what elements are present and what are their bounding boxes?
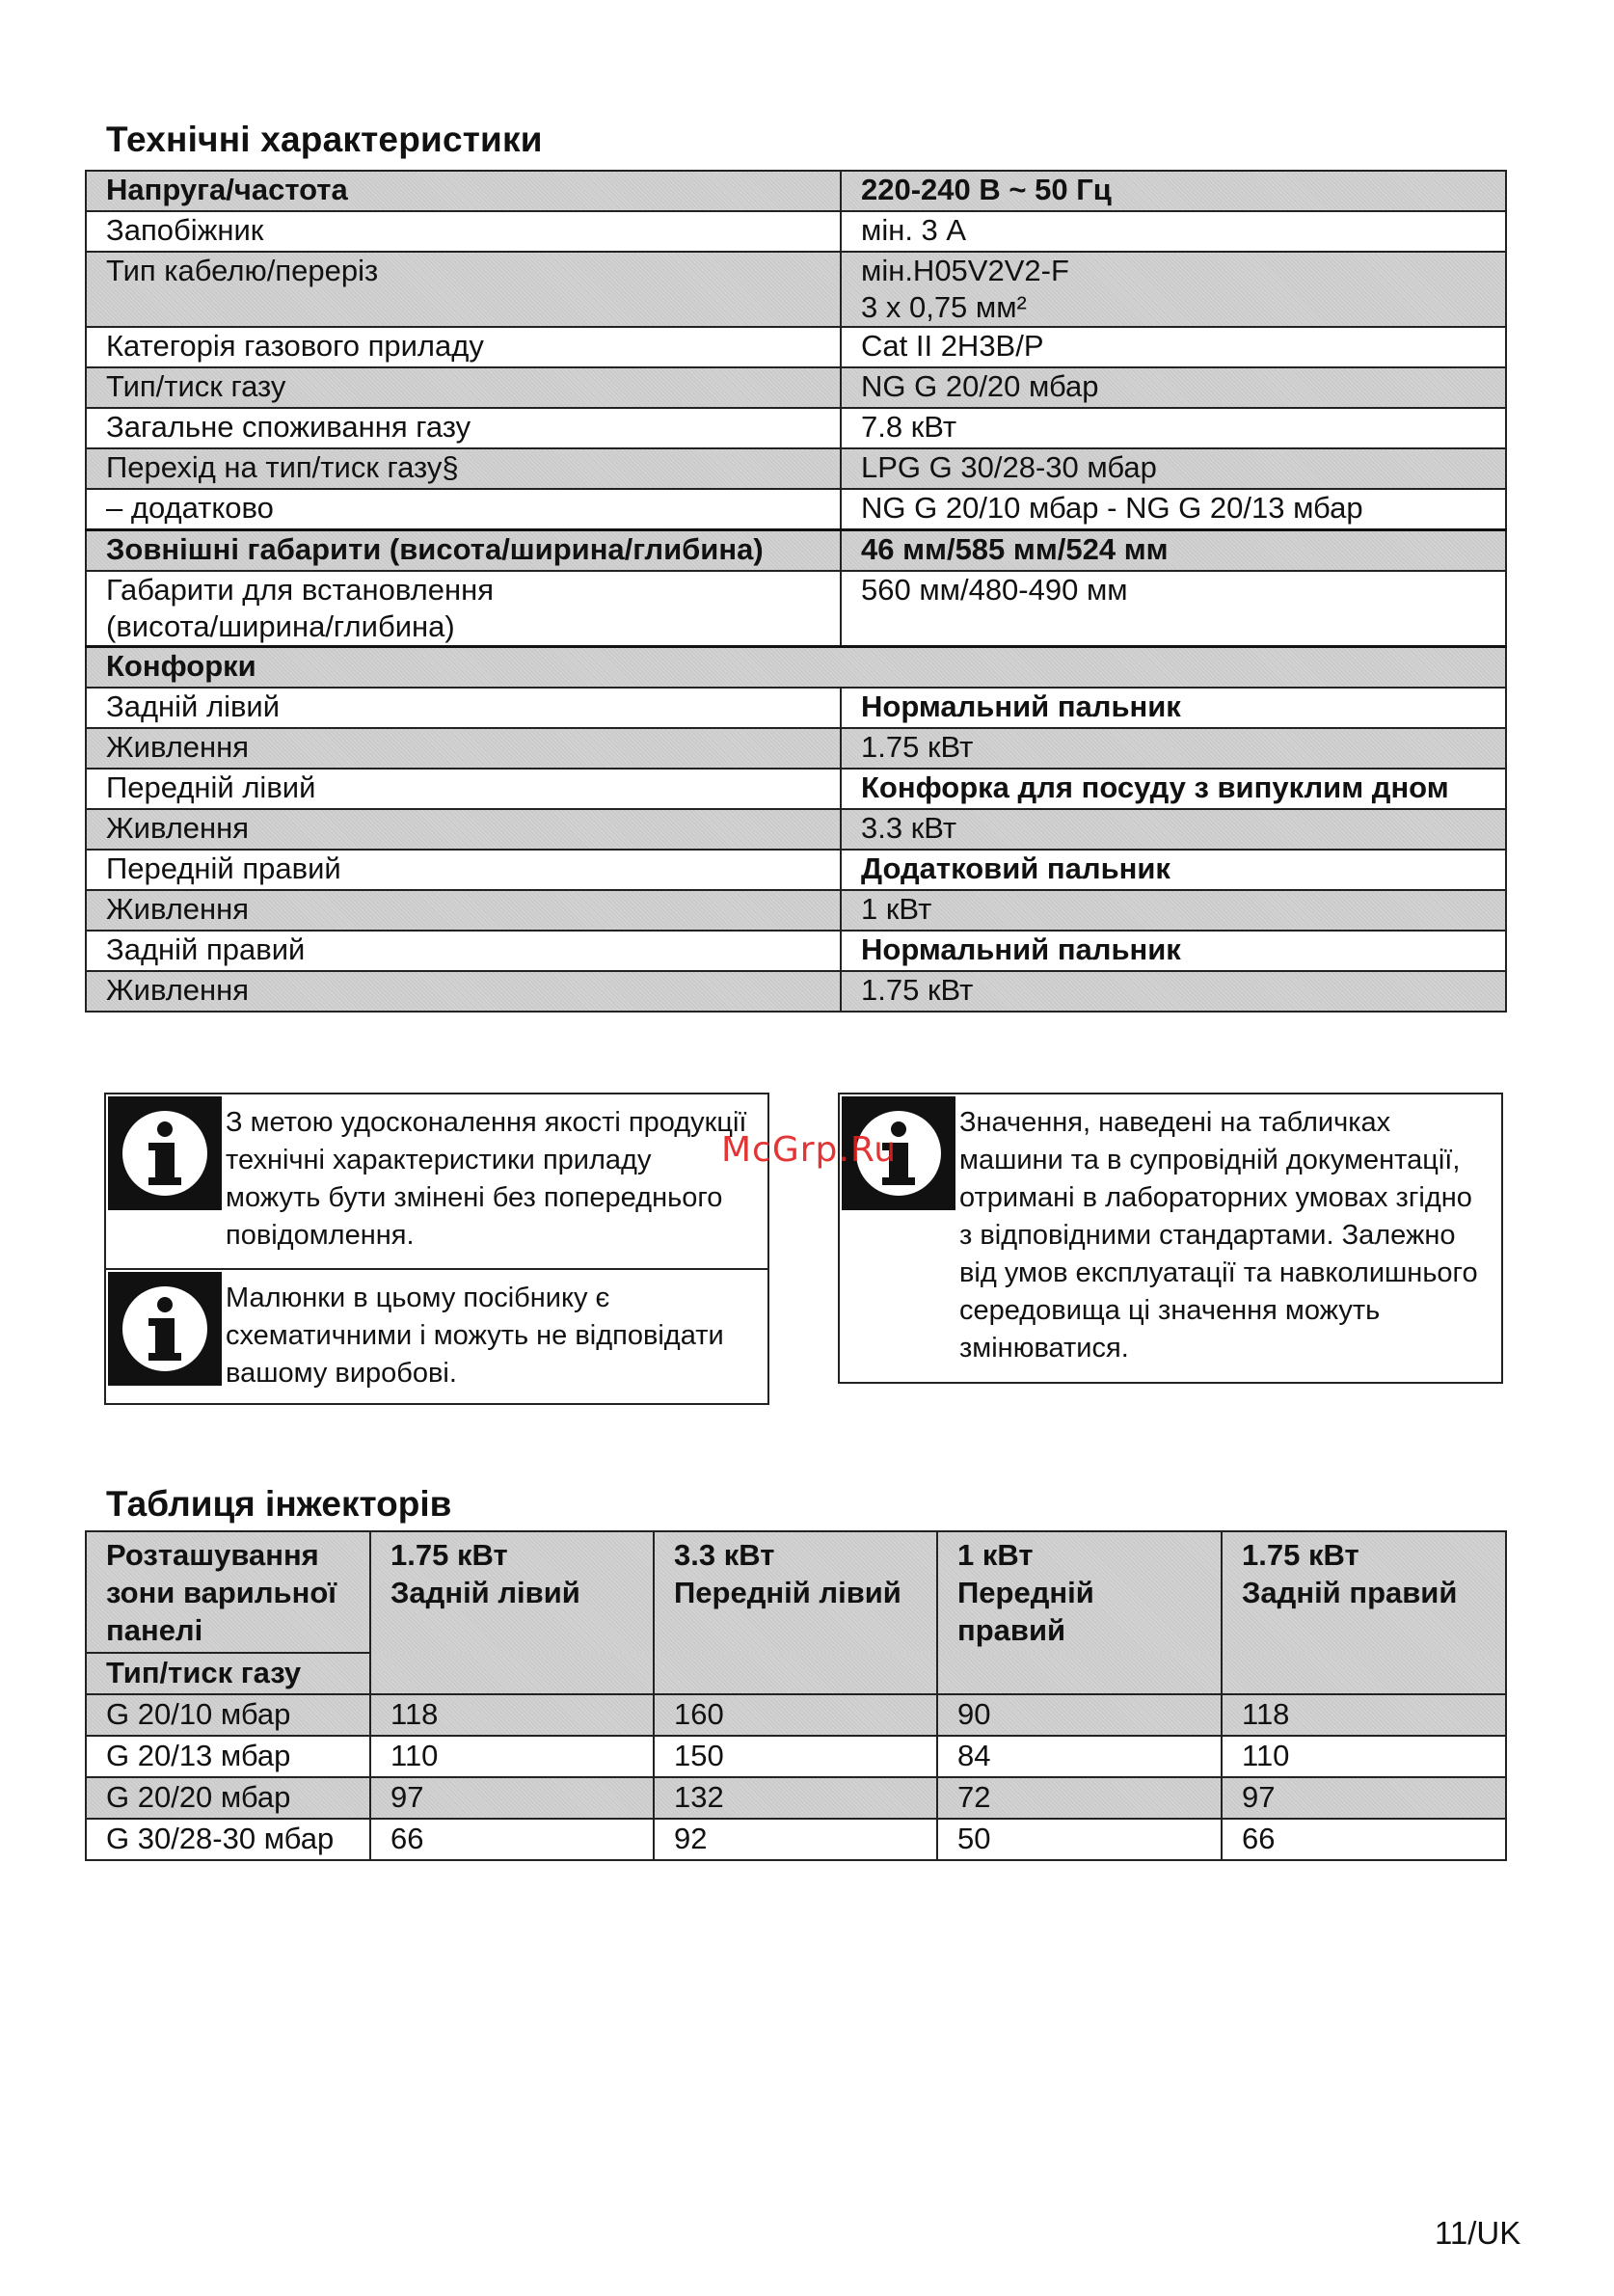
injector-value: 97	[370, 1777, 654, 1819]
injector-value: 118	[1222, 1694, 1506, 1736]
spec-value-line: мін.H05V2V2-F	[861, 254, 1069, 287]
burner-position: Передній лівий	[674, 1576, 901, 1609]
injector-value: 110	[1222, 1736, 1506, 1777]
spec-value: 46 мм/585 мм/524 мм	[841, 530, 1506, 572]
injector-value: 50	[937, 1819, 1222, 1860]
table-row	[86, 850, 1506, 890]
table-row	[86, 931, 1506, 971]
spec-value: 560 мм/480-490 мм	[841, 571, 1506, 647]
injector-value: 66	[1222, 1819, 1506, 1860]
spec-value	[841, 252, 1506, 327]
spec-label: Живлення	[86, 890, 841, 931]
info-note-box-right	[838, 1093, 1503, 1384]
page-title: Технічні характеристики	[106, 120, 543, 159]
table-row	[86, 571, 1506, 647]
spec-label-line: (висота/ширина/глибина)	[106, 609, 455, 643]
header-burner	[937, 1531, 1222, 1694]
spec-value: мін. 3 А	[841, 211, 1506, 252]
spec-label: Передній правий	[86, 850, 841, 890]
spec-label: Живлення	[86, 809, 841, 850]
note-text: Малюнки в цьому посібнику є схематичними і можуть не відповідати вашому виробові.	[226, 1283, 724, 1389]
injector-value: 97	[1222, 1777, 1506, 1819]
table-row	[86, 530, 1506, 572]
spec-value: 1.75 кВт	[841, 971, 1506, 1012]
table-row	[86, 448, 1506, 489]
gas-type: G 20/13 мбар	[86, 1736, 370, 1777]
spec-value: Конфорка для посуду з випуклим дном	[841, 769, 1506, 809]
burner-position: Задній лівий	[390, 1576, 580, 1609]
spec-value: Додатковий пальник	[841, 850, 1506, 890]
injector-value: 150	[654, 1736, 937, 1777]
spec-label: Загальне споживання газу	[86, 408, 841, 448]
injector-value: 92	[654, 1819, 937, 1860]
spec-label: Задній правий	[86, 931, 841, 971]
table-row	[86, 809, 1506, 850]
spec-value: Cat II 2H3B/P	[841, 327, 1506, 367]
header-gas: Тип/тиск газу	[86, 1653, 370, 1694]
spec-label-line: Габарити для встановлення	[106, 573, 495, 607]
spec-label: Тип/тиск газу	[86, 367, 841, 408]
table-row	[86, 769, 1506, 809]
spec-label: Зовнішні габарити (висота/ширина/глибина)	[86, 530, 841, 572]
header-burner	[654, 1531, 937, 1694]
spec-value: NG G 20/10 мбар - NG G 20/13 мбар	[841, 489, 1506, 530]
table-row	[86, 327, 1506, 367]
header-burner	[370, 1531, 654, 1694]
spec-value: NG G 20/20 мбар	[841, 367, 1506, 408]
spec-value: 1 кВт	[841, 890, 1506, 931]
spec-value: 3.3 кВт	[841, 809, 1506, 850]
table-row	[86, 728, 1506, 769]
table-row	[86, 367, 1506, 408]
header-zone: Розташування зони варильної панелі	[86, 1531, 370, 1653]
table-row	[86, 1777, 1506, 1819]
section-header-burners: Конфорки	[86, 647, 1506, 689]
injector-table-title: Таблиця інжекторів	[106, 1484, 452, 1524]
injector-value: 118	[370, 1694, 654, 1736]
burner-power: 1.75 кВт	[390, 1538, 508, 1572]
table-row	[86, 211, 1506, 252]
injector-value: 132	[654, 1777, 937, 1819]
info-icon	[108, 1096, 222, 1210]
table-row	[86, 1819, 1506, 1860]
table-row	[86, 252, 1506, 327]
table-row	[86, 1736, 1506, 1777]
burner-power: 3.3 кВт	[674, 1538, 775, 1572]
info-note-box-left	[104, 1093, 769, 1405]
header-burner	[1222, 1531, 1506, 1694]
info-icon	[108, 1272, 222, 1386]
table-row	[86, 1694, 1506, 1736]
injector-value: 72	[937, 1777, 1222, 1819]
injector-table	[85, 1530, 1507, 1861]
injector-value: 90	[937, 1694, 1222, 1736]
table-row	[86, 688, 1506, 728]
gas-type: G 20/20 мбар	[86, 1777, 370, 1819]
burner-position: Передній правий	[957, 1576, 1094, 1647]
spec-label: Передній лівий	[86, 769, 841, 809]
info-note	[106, 1268, 767, 1403]
spec-label: Задній лівий	[86, 688, 841, 728]
info-note	[106, 1094, 767, 1268]
note-text: Значення, наведені на табличках машини та в супровідній документації, отримані в лабораторних умовах згідно з відповідними стандартами. Залежно від умов експлуатації та навколишнього середовища ці значення можуть змінюватися.	[959, 1107, 1478, 1364]
table-header-row	[86, 1531, 1506, 1653]
spec-value: Нормальний пальник	[841, 688, 1506, 728]
spec-value: 220-240 В ~ 50 Гц	[841, 171, 1506, 211]
table-row	[86, 489, 1506, 530]
burner-power: 1.75 кВт	[1242, 1538, 1359, 1572]
spec-label: Перехід на тип/тиск газу§	[86, 448, 841, 489]
injector-value: 110	[370, 1736, 654, 1777]
table-row	[86, 171, 1506, 211]
info-note	[840, 1094, 1501, 1382]
burner-position: Задній правий	[1242, 1576, 1458, 1609]
spec-value-line: 3 х 0,75 мм²	[861, 290, 1027, 324]
page-number: 11/UK	[1435, 2215, 1521, 2251]
table-row	[86, 647, 1506, 689]
spec-value: 7.8 кВт	[841, 408, 1506, 448]
spec-label: – додатково	[86, 489, 841, 530]
injector-value: 66	[370, 1819, 654, 1860]
spec-value: 1.75 кВт	[841, 728, 1506, 769]
spec-label: Тип кабелю/переріз	[86, 252, 841, 327]
gas-type: G 20/10 мбар	[86, 1694, 370, 1736]
table-row	[86, 408, 1506, 448]
spec-label: Напруга/частота	[86, 171, 841, 211]
specifications-table	[85, 170, 1507, 1013]
spec-value: LPG G 30/28-30 мбар	[841, 448, 1506, 489]
injector-value: 84	[937, 1736, 1222, 1777]
spec-value: Нормальний пальник	[841, 931, 1506, 971]
spec-label: Живлення	[86, 728, 841, 769]
spec-label: Запобіжник	[86, 211, 841, 252]
table-row	[86, 971, 1506, 1012]
burner-power: 1 кВт	[957, 1538, 1034, 1572]
spec-label: Категорія газового приладу	[86, 327, 841, 367]
spec-label	[86, 571, 841, 647]
note-text: З метою удосконалення якості продукції технічні характеристики приладу можуть бути змінені без попереднього повідомлення.	[226, 1107, 747, 1251]
spec-label: Живлення	[86, 971, 841, 1012]
table-row	[86, 890, 1506, 931]
gas-type: G 30/28-30 мбар	[86, 1819, 370, 1860]
injector-value: 160	[654, 1694, 937, 1736]
watermark: McGrp.Ru	[721, 1130, 898, 1170]
